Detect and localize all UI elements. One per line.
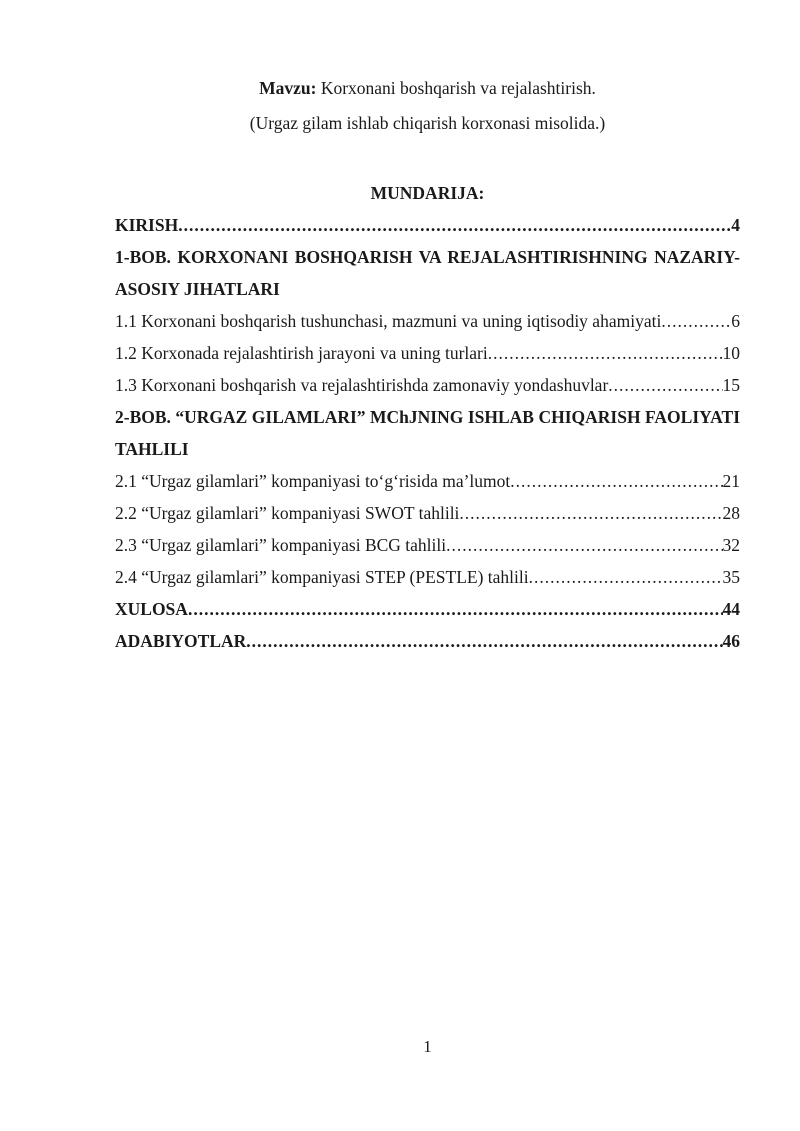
- document-subtitle: (Urgaz gilam ishlab chiqarish korxonasi misolida.): [249, 113, 606, 133]
- dotted-leader: [510, 465, 722, 497]
- toc-entry-page: 32: [722, 535, 740, 555]
- dotted-leader: [188, 593, 723, 625]
- toc-entry-page: 10: [722, 343, 740, 363]
- dotted-leader: [529, 561, 723, 593]
- toc-entry-label: 2.4 “Urgaz gilamlari” kompaniyasi STEP (PESTLE) tahlili: [115, 567, 529, 587]
- document-title: [115, 71, 740, 106]
- toc-entry-page: 44: [722, 599, 740, 619]
- dotted-leader: [446, 529, 722, 561]
- toc-entry-label: 1.1 Korxonani boshqarish tushunchasi, mazmuni va uning iqtisodiy ahamiyati: [115, 311, 662, 331]
- toc-entry-page: 35: [722, 567, 740, 587]
- toc-entry-adabiyotlar: [115, 625, 740, 657]
- toc-entry-label: 2.2 “Urgaz gilamlari” kompaniyasi SWOT tahlili: [115, 503, 460, 523]
- toc-entry-label: 1.3 Korxonani boshqarish va rejalashtirishda zamonaviy yondashuvlar: [115, 375, 609, 395]
- toc-entry-page: 4: [731, 215, 740, 235]
- toc-entry-xulosa: [115, 593, 740, 625]
- dotted-leader: [246, 625, 722, 657]
- toc-entry-page: 15: [722, 375, 740, 395]
- toc-entry-page: 21: [722, 471, 740, 491]
- toc-entry-label: 1.2 Korxonada rejalashtirish jarayoni va uning turlari: [115, 343, 488, 363]
- toc-entry-2-2: [115, 497, 740, 529]
- toc-entry-1-2: [115, 337, 740, 369]
- toc-entry-page: 46: [722, 631, 740, 651]
- toc-entry-label: XULOSA: [115, 599, 188, 619]
- toc-entry-page: 28: [722, 503, 740, 523]
- title-text: Korxonani boshqarish va rejalashtirish.: [316, 78, 596, 98]
- toc-chapter-2-heading: 2-BOB. “URGAZ GILAMLARI” MChJNING ISHLAB CHIQARISH FAOLIYATI TAHLILI: [115, 407, 740, 459]
- toc-chapter-1-heading: 1-BOB. KORXONANI BOSHQARISH VA REJALASHTIRISHNING NAZARIY-ASOSIY JIHATLARI: [115, 247, 740, 299]
- toc-entry-1-1: [115, 305, 740, 337]
- page-number: 1: [423, 1037, 432, 1056]
- toc-entry-label: 2.1 “Urgaz gilamlari” kompaniyasi to‘g‘risida ma’lumot: [115, 471, 511, 491]
- dotted-leader: [459, 497, 722, 529]
- toc-entry-page: 6: [731, 311, 740, 331]
- dotted-leader: [488, 337, 723, 369]
- contents-heading: MUNDARIJA:: [370, 183, 485, 203]
- toc-entry-label: ADABIYOTLAR: [115, 631, 247, 651]
- toc-entry-2-3: [115, 529, 740, 561]
- toc-entry-1-3: [115, 369, 740, 401]
- toc-entry-2-4: [115, 561, 740, 593]
- toc-entry-kirish: [115, 209, 740, 241]
- dotted-leader: [178, 209, 731, 241]
- dotted-leader: [661, 305, 731, 337]
- title-block: [115, 71, 740, 141]
- title-prefix: Mavzu:: [259, 78, 317, 98]
- toc-entry-label: 2.3 “Urgaz gilamlari” kompaniyasi BCG tahlili: [115, 535, 447, 555]
- dotted-leader: [608, 369, 722, 401]
- table-of-contents: [115, 209, 740, 657]
- toc-entry-label: KIRISH: [115, 215, 179, 235]
- toc-entry-2-1: [115, 465, 740, 497]
